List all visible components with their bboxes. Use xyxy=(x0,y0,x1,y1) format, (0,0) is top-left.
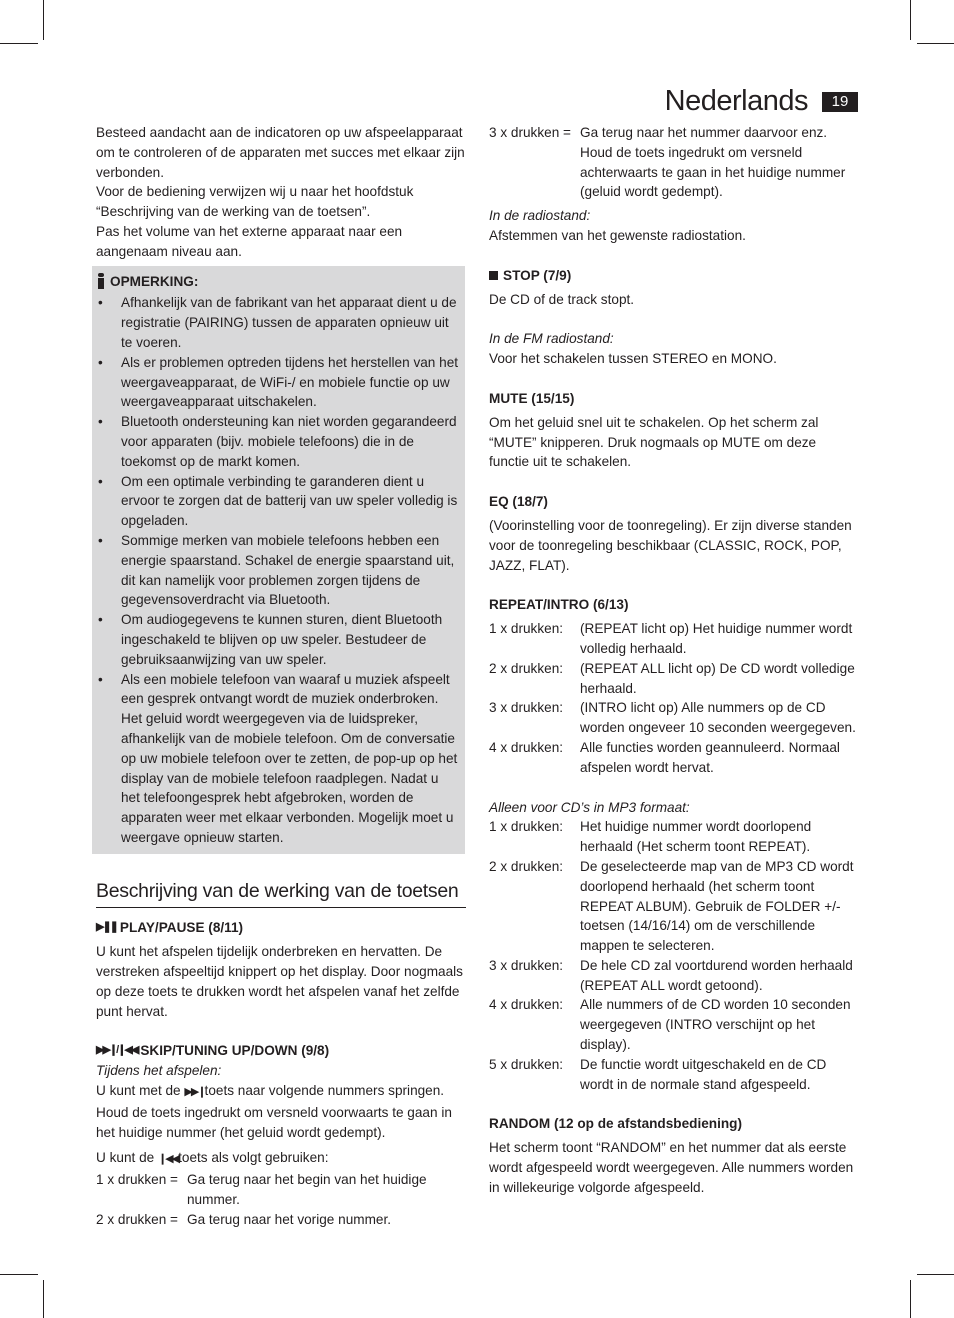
press-action: (INTRO licht op) Alle nummers op de CD worden ongeveer 10 seconden weergegeven. xyxy=(580,700,856,736)
skip-text-1a: U kunt met de xyxy=(96,1083,185,1099)
press-count: 5 x drukken: xyxy=(489,1056,564,1072)
skip-forward-back-icon: ▶▶❙/❙◀◀ xyxy=(96,1044,138,1057)
skip-text-1b: toets naar volgende nummers springen. Houd de toets ingedrukt om versneld voorwaarts te gaan in het huidige nummer (het geluid wordt gedempt). xyxy=(96,1083,452,1140)
eq-text: (Voorinstelling voor de toonregeling). Er zijn diverse standen voor de toonregeling beschikbaar (CLASSIC, ROCK, POP, JAZZ, FLAT). xyxy=(489,517,852,573)
press-action: Ga terug naar het nummer daarvoor enz. Houd de toets ingedrukt om versneld achterwaarts te gaan in het huidige nummer (geluid wordt gedempt). xyxy=(580,125,846,200)
press-row xyxy=(489,1055,859,1095)
mute-heading: MUTE (15/15) xyxy=(489,390,575,406)
skip-text-2 xyxy=(96,1148,466,1170)
note-item: • Bluetooth ondersteuning kan niet worden gegarandeerd voor apparaten (bijv. mobiele telefoons) die in de toekomst op de markt komen. xyxy=(96,412,461,471)
press-row xyxy=(489,659,859,699)
crop-mark xyxy=(917,43,954,44)
press-action: (REPEAT licht op) Het huidige nummer wordt volledig herhaald. xyxy=(580,621,853,656)
intro-paragraph: Voor de bediening verwijzen wij u naar het hoofdstuk “Beschrijving van de werking van de toetsen”. xyxy=(96,184,414,220)
press-row xyxy=(489,619,859,659)
fm-subheading: In de FM radiostand: xyxy=(489,331,614,347)
mp3-subheading: Alleen voor CD’s in MP3 formaat: xyxy=(489,799,690,815)
random-heading: RANDOM (12 op de afstandsbediening) xyxy=(489,1116,743,1132)
press-row xyxy=(489,956,859,996)
mute-text: Om het geluid snel uit te schakelen. Op het scherm zal “MUTE” knipperen. Druk nogmaals op MUTE om deze functie uit te schakelen. xyxy=(489,414,819,470)
section-title: Beschrijving van de werking van de toetsen xyxy=(96,882,466,909)
crop-mark xyxy=(917,1274,954,1275)
note-item: • Als een mobiele telefoon van waaraf u muziek afspeelt een gesprek ontvangt wordt de muziek onderbroken. Het geluid wordt weergegeven via de luidspreker, afhankelijk van de mobiele telefoon. Om de conversatie op uw mobiele telefoon over te zetten, de pop-up op het display van de mobiele telefoon raadplegen. Nadat u het telefoongesprek hebt afgebroken, worden de apparaten weer met elkaar verbonden. Mogelijk moet u weergave opnieuw starten. xyxy=(96,670,461,848)
stop-icon xyxy=(489,271,498,280)
press-action: Alle functies worden geannuleerd. Normaal afspelen wordt hervat. xyxy=(580,739,840,775)
press-action: De functie wordt uitgeschakeld en de CD wordt in de normale stand afgespeeld. xyxy=(580,1056,827,1092)
page-number: 19 xyxy=(822,92,858,112)
press-action: De hele CD zal voortdurend worden herhaald (REPEAT ALL wordt getoond). xyxy=(580,957,853,993)
press-count: 1 x drukken: xyxy=(489,621,564,637)
note-item: • Afhankelijk van de fabrikant van het apparaat dient u de registratie (PAIRING) tussen de apparaten opnieuw uit te voeren. xyxy=(96,293,461,352)
press-action: Alle nummers of de CD worden 10 seconden weergegeven (INTRO verschijnt op het display). xyxy=(580,997,851,1053)
play-pause-text: U kunt het afspelen tijdelijk onderbreken en hervatten. De verstreken afspeeltijd knippert op het display. Door nogmaals op deze toets te drukken wordt het afspelen vanaf het zelfde punt hervat. xyxy=(96,944,463,1019)
press-action: De geselecteerde map van de MP3 CD wordt doorlopend herhaald (het scherm toont REPEAT ALBUM). Gebruik de FOLDER +/- toetsen (14/16/14) om de verschillende mappen te selecteren. xyxy=(580,858,854,954)
play-pause-heading-text: PLAY/PAUSE (8/11) xyxy=(119,920,244,936)
press-row xyxy=(489,123,859,202)
skip-subheading: Tijdens het afspelen: xyxy=(96,1063,222,1079)
press-count: 4 x drukken: xyxy=(489,739,564,755)
crop-mark xyxy=(0,1274,38,1275)
note-heading xyxy=(96,272,461,292)
press-count: 1 x drukken = xyxy=(96,1172,178,1188)
press-row xyxy=(489,817,859,857)
skip-heading xyxy=(96,1041,466,1061)
press-action: Ga terug naar het begin van het huidige nummer. xyxy=(187,1172,427,1208)
press-count: 1 x drukken: xyxy=(489,819,564,835)
press-count: 3 x drukken = xyxy=(489,125,571,140)
note-item: • Om audiogegevens te kunnen sturen, dient Bluetooth ingeschakeld te blijven op uw speler. Bestudeer de gebruiksaanwijzing van uw speler. xyxy=(96,610,461,669)
play-pause-icon: ▶❚❚ xyxy=(96,921,117,934)
stop-heading-text: STOP (7/9) xyxy=(503,267,572,283)
crop-mark xyxy=(910,1280,911,1318)
press-row xyxy=(96,1170,466,1210)
note-title: OPMERKING: xyxy=(110,273,199,289)
repeat-heading: REPEAT/INTRO (6/13) xyxy=(489,597,629,613)
page-title: Nederlands xyxy=(664,85,808,117)
press-action: Ga terug naar het vorige nummer. xyxy=(187,1211,392,1227)
left-column xyxy=(96,123,466,1230)
skip-text-2a: U kunt de xyxy=(96,1150,158,1166)
press-count: 2 x drukken: xyxy=(489,858,564,874)
intro-paragraph: Pas het volume van het externe apparaat naar een aangenaam niveau aan. xyxy=(96,223,403,259)
crop-mark xyxy=(910,0,911,40)
crop-mark xyxy=(43,0,44,40)
fm-text: Voor het schakelen tussen STEREO en MONO. xyxy=(489,351,777,367)
press-action: Het huidige nummer wordt doorlopend herhaald (Het scherm toont REPEAT). xyxy=(580,819,812,855)
skip-back-icon: ❙◀◀ xyxy=(157,1153,179,1166)
press-count: 3 x drukken: xyxy=(489,700,564,716)
press-row xyxy=(96,1210,466,1230)
press-count: 3 x drukken: xyxy=(489,957,564,973)
skip-forward-icon: ▶▶❙ xyxy=(184,1086,205,1099)
stop-text: De CD of de track stopt. xyxy=(489,291,635,307)
note-list xyxy=(96,293,461,847)
press-count: 4 x drukken: xyxy=(489,997,564,1013)
press-row xyxy=(489,698,859,738)
press-count: 2 x drukken: xyxy=(489,660,564,676)
random-text: Het scherm toont “RANDOM” en het nummer dat als eerste wordt afgespeeld wordt weergegeven. Alle nummers worden in willekeurige volgorde afgespeeld. xyxy=(489,1140,854,1195)
note-item: • Om een optimale verbinding te garanderen dient u ervoor te zorgen dat de batterij van uw speler volledig is opgeladen. xyxy=(96,472,461,531)
skip-text-1 xyxy=(96,1081,466,1142)
note-item: • Sommige merken van mobiele telefoons hebben een energie spaarstand. Schakel de energie spaarstand uit, dit kan namelijk voor problemen zorgen tijdens de gegevensoverdracht via Bluetooth. xyxy=(96,531,461,610)
press-row xyxy=(489,995,859,1054)
eq-heading: EQ (18/7) xyxy=(489,494,548,510)
press-count: 2 x drukken = xyxy=(96,1211,178,1227)
press-row xyxy=(489,857,859,956)
crop-mark xyxy=(0,43,38,44)
play-pause-heading xyxy=(96,918,466,938)
radio-subheading: In de radiostand: xyxy=(489,208,591,224)
stop-heading xyxy=(489,266,859,286)
radio-text: Afstemmen van het gewenste radiostation. xyxy=(489,227,746,243)
skip-heading-text: SKIP/TUNING UP/DOWN (9/8) xyxy=(140,1043,330,1059)
press-row xyxy=(489,738,859,778)
info-icon xyxy=(96,273,106,289)
note-item: • Als er problemen optreden tijdens het herstellen van het weergaveapparaat, de WiFi-/ en mobiele functie op uw weergaveapparaat uitschakelen. xyxy=(96,353,461,412)
note-box xyxy=(92,266,465,854)
skip-text-2b: toets als volgt gebruiken: xyxy=(178,1150,329,1166)
right-column xyxy=(489,123,859,1198)
press-action: (REPEAT ALL licht op) De CD wordt volledige herhaald. xyxy=(580,660,855,696)
crop-mark xyxy=(43,1280,44,1318)
intro-paragraph: Besteed aandacht aan de indicatoren op uw afspeelapparaat om te controleren of de apparaten met succes met elkaar zijn verbonden. xyxy=(96,125,465,180)
